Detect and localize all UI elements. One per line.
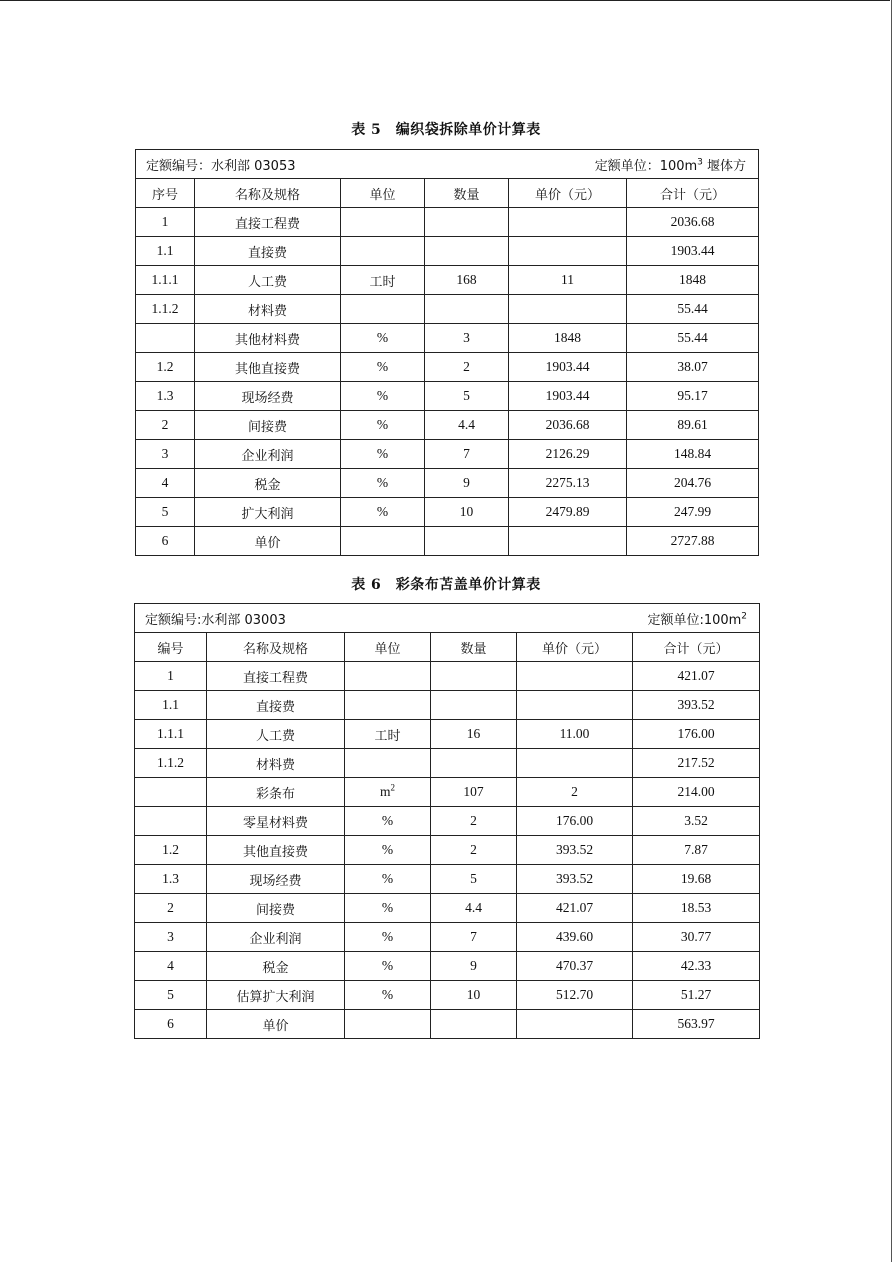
table-cell bbox=[431, 662, 517, 691]
table-cell: 6 bbox=[135, 1010, 207, 1039]
table-cell: % bbox=[341, 353, 425, 382]
table-cell: 2 bbox=[135, 894, 207, 923]
table-row bbox=[136, 527, 759, 556]
table-row bbox=[136, 266, 759, 295]
table5-caption: 表 5 编织袋拆除单价计算表 bbox=[351, 122, 541, 138]
table-cell bbox=[341, 295, 425, 324]
table-cell: 1.3 bbox=[136, 382, 195, 411]
table6-header-cell: 单位 bbox=[345, 633, 431, 662]
table5-meta-row bbox=[136, 150, 759, 179]
table-row bbox=[136, 353, 759, 382]
table-cell: 单价 bbox=[195, 527, 341, 556]
table6 bbox=[134, 603, 760, 1039]
table-cell: 19.68 bbox=[633, 865, 760, 894]
table-cell: 30.77 bbox=[633, 923, 760, 952]
table-cell: % bbox=[341, 469, 425, 498]
table-cell: 2036.68 bbox=[627, 208, 759, 237]
table-cell: 6 bbox=[136, 527, 195, 556]
table-cell bbox=[517, 662, 633, 691]
table-cell: 1.2 bbox=[136, 353, 195, 382]
table-row bbox=[136, 440, 759, 469]
table-cell bbox=[345, 662, 431, 691]
table-cell: 10 bbox=[425, 498, 509, 527]
table-cell: 38.07 bbox=[627, 353, 759, 382]
table5-quota-number: 定额编号：水利部 03053 bbox=[146, 158, 296, 174]
table-cell: 204.76 bbox=[627, 469, 759, 498]
table-row bbox=[136, 237, 759, 266]
table-row bbox=[136, 498, 759, 527]
table-cell: 直接费 bbox=[195, 237, 341, 266]
table6-header-cell: 数量 bbox=[431, 633, 517, 662]
table-cell: 1.1.2 bbox=[136, 295, 195, 324]
table-cell: 1.1.2 bbox=[135, 749, 207, 778]
table-cell: 5 bbox=[431, 865, 517, 894]
table-cell: 1848 bbox=[509, 324, 627, 353]
table6-caption: 表 6 彩条布苫盖单价计算表 bbox=[351, 577, 541, 593]
table-cell bbox=[136, 324, 195, 353]
table-cell bbox=[431, 749, 517, 778]
table-cell: 1903.44 bbox=[627, 237, 759, 266]
table-cell: 176.00 bbox=[633, 720, 760, 749]
table-cell: $m^2$ bbox=[345, 778, 431, 807]
table-cell: 人工费 bbox=[207, 720, 345, 749]
table-cell: 4 bbox=[135, 952, 207, 981]
table-cell: 439.60 bbox=[517, 923, 633, 952]
table6-header-row bbox=[135, 633, 760, 662]
table-cell bbox=[345, 1010, 431, 1039]
table-cell: 168 bbox=[425, 266, 509, 295]
table-cell: 7.87 bbox=[633, 836, 760, 865]
table-cell: 直接工程费 bbox=[207, 662, 345, 691]
table-cell: 扩大利润 bbox=[195, 498, 341, 527]
table-cell: 工时 bbox=[345, 720, 431, 749]
table-row bbox=[135, 1010, 760, 1039]
table-cell: 2727.88 bbox=[627, 527, 759, 556]
table-row bbox=[135, 778, 760, 807]
table-cell: 421.07 bbox=[633, 662, 760, 691]
table-cell: % bbox=[341, 324, 425, 353]
table-cell: 材料费 bbox=[195, 295, 341, 324]
table-cell bbox=[509, 208, 627, 237]
table-cell: 直接工程费 bbox=[195, 208, 341, 237]
table-row bbox=[135, 836, 760, 865]
page-top-border bbox=[0, 0, 890, 1]
table6-meta-row bbox=[135, 604, 760, 633]
table-cell bbox=[509, 237, 627, 266]
table-cell: 42.33 bbox=[633, 952, 760, 981]
table-cell bbox=[135, 778, 207, 807]
table-cell: 人工费 bbox=[195, 266, 341, 295]
table-cell: % bbox=[345, 836, 431, 865]
table-cell: % bbox=[345, 923, 431, 952]
table-cell: 彩条布 bbox=[207, 778, 345, 807]
table-cell: 5 bbox=[425, 382, 509, 411]
table-cell: 512.70 bbox=[517, 981, 633, 1010]
table-cell bbox=[509, 527, 627, 556]
table-row bbox=[135, 749, 760, 778]
table-cell: % bbox=[345, 865, 431, 894]
table5-header-cell: 名称及规格 bbox=[195, 179, 341, 208]
table-row bbox=[135, 923, 760, 952]
table-cell: 税金 bbox=[195, 469, 341, 498]
table-cell: 107 bbox=[431, 778, 517, 807]
table-row bbox=[135, 894, 760, 923]
table-cell: 其他材料费 bbox=[195, 324, 341, 353]
table-cell: 1.1.1 bbox=[136, 266, 195, 295]
table-cell: 其他直接费 bbox=[207, 836, 345, 865]
table-cell bbox=[345, 691, 431, 720]
table-cell: 393.52 bbox=[633, 691, 760, 720]
table5-header-cell: 单位 bbox=[341, 179, 425, 208]
table5-header-cell: 单价（元） bbox=[509, 179, 627, 208]
table-row bbox=[136, 208, 759, 237]
table-row bbox=[135, 865, 760, 894]
table-cell: 2 bbox=[431, 807, 517, 836]
table-cell: 11.00 bbox=[517, 720, 633, 749]
table-cell: 247.99 bbox=[627, 498, 759, 527]
table-cell: 7 bbox=[425, 440, 509, 469]
table-row bbox=[135, 691, 760, 720]
table-cell: 3.52 bbox=[633, 807, 760, 836]
table-cell: 单价 bbox=[207, 1010, 345, 1039]
table-cell: 2 bbox=[517, 778, 633, 807]
table-cell: 直接费 bbox=[207, 691, 345, 720]
table-cell: % bbox=[341, 382, 425, 411]
table-cell: 18.53 bbox=[633, 894, 760, 923]
table-cell: 工时 bbox=[341, 266, 425, 295]
table-cell: 估算扩大利润 bbox=[207, 981, 345, 1010]
table-cell: 现场经费 bbox=[207, 865, 345, 894]
table5-header-cell: 序号 bbox=[136, 179, 195, 208]
table-cell: 现场经费 bbox=[195, 382, 341, 411]
table-cell: 95.17 bbox=[627, 382, 759, 411]
table-cell bbox=[425, 237, 509, 266]
table-cell bbox=[425, 208, 509, 237]
table-cell: 5 bbox=[136, 498, 195, 527]
table-cell: 393.52 bbox=[517, 836, 633, 865]
table-cell bbox=[425, 527, 509, 556]
table-cell: 间接费 bbox=[207, 894, 345, 923]
table-cell: 7 bbox=[431, 923, 517, 952]
table-cell: 3 bbox=[135, 923, 207, 952]
table-cell bbox=[517, 749, 633, 778]
table-cell bbox=[431, 1010, 517, 1039]
table6-header-cell: 单价（元） bbox=[517, 633, 633, 662]
table-cell: % bbox=[345, 807, 431, 836]
table-cell: 2 bbox=[425, 353, 509, 382]
table-cell: 材料费 bbox=[207, 749, 345, 778]
table-cell: 214.00 bbox=[633, 778, 760, 807]
table-cell: 9 bbox=[431, 952, 517, 981]
table-row bbox=[136, 295, 759, 324]
table-cell: 55.44 bbox=[627, 295, 759, 324]
table-cell: 2036.68 bbox=[509, 411, 627, 440]
table-cell: 企业利润 bbox=[195, 440, 341, 469]
table-row bbox=[136, 469, 759, 498]
table-cell: 1903.44 bbox=[509, 353, 627, 382]
table-cell: 563.97 bbox=[633, 1010, 760, 1039]
table-row bbox=[136, 411, 759, 440]
table-cell: 2126.29 bbox=[509, 440, 627, 469]
table-cell bbox=[345, 749, 431, 778]
table-row bbox=[135, 662, 760, 691]
table-cell: 55.44 bbox=[627, 324, 759, 353]
table-cell bbox=[341, 208, 425, 237]
table-row bbox=[136, 324, 759, 353]
table-cell: % bbox=[345, 894, 431, 923]
table-cell: 3 bbox=[425, 324, 509, 353]
table-cell bbox=[509, 295, 627, 324]
table-cell: 零星材料费 bbox=[207, 807, 345, 836]
table-cell bbox=[135, 807, 207, 836]
table-cell: 其他直接费 bbox=[195, 353, 341, 382]
table-cell: 1.1 bbox=[135, 691, 207, 720]
table5-header-cell: 合计（元） bbox=[627, 179, 759, 208]
table-cell: 1 bbox=[136, 208, 195, 237]
table-cell: 217.52 bbox=[633, 749, 760, 778]
table-row bbox=[135, 807, 760, 836]
table-cell: 企业利润 bbox=[207, 923, 345, 952]
table-cell: 2 bbox=[136, 411, 195, 440]
table-row bbox=[135, 952, 760, 981]
table-cell: 1903.44 bbox=[509, 382, 627, 411]
table-cell: 148.84 bbox=[627, 440, 759, 469]
table-cell: % bbox=[345, 981, 431, 1010]
table-cell: % bbox=[341, 411, 425, 440]
table-row bbox=[136, 382, 759, 411]
table6-quota-number: 定额编号:水利部 03003 bbox=[145, 612, 286, 628]
table-cell: 4 bbox=[136, 469, 195, 498]
table5-quota-unit: 定额单位：$100m^3$ 堰体方 bbox=[594, 157, 747, 174]
table-cell: 1.1.1 bbox=[135, 720, 207, 749]
table5 bbox=[135, 149, 759, 556]
table-cell: 4.4 bbox=[425, 411, 509, 440]
table-cell: % bbox=[341, 440, 425, 469]
table-cell bbox=[517, 1010, 633, 1039]
table-cell: 51.27 bbox=[633, 981, 760, 1010]
table-cell: 10 bbox=[431, 981, 517, 1010]
table-cell: 470.37 bbox=[517, 952, 633, 981]
table-cell: 1 bbox=[135, 662, 207, 691]
table-row bbox=[135, 981, 760, 1010]
table-cell: 9 bbox=[425, 469, 509, 498]
table-cell: 2 bbox=[431, 836, 517, 865]
table-cell bbox=[341, 527, 425, 556]
table-cell bbox=[341, 237, 425, 266]
table-cell: % bbox=[345, 952, 431, 981]
table-cell: 税金 bbox=[207, 952, 345, 981]
table-cell bbox=[425, 295, 509, 324]
table-cell: 16 bbox=[431, 720, 517, 749]
table-cell: 5 bbox=[135, 981, 207, 1010]
table-cell: % bbox=[341, 498, 425, 527]
table-cell: 421.07 bbox=[517, 894, 633, 923]
table6-header-cell: 编号 bbox=[135, 633, 207, 662]
table-cell: 11 bbox=[509, 266, 627, 295]
table-cell: 1848 bbox=[627, 266, 759, 295]
table6-quota-unit: 定额单位$:100m^2$ bbox=[647, 611, 748, 628]
table-cell: 1.3 bbox=[135, 865, 207, 894]
table5-header-cell: 数量 bbox=[425, 179, 509, 208]
table-row bbox=[135, 720, 760, 749]
table-cell bbox=[517, 691, 633, 720]
table-cell: 89.61 bbox=[627, 411, 759, 440]
table-cell: 4.4 bbox=[431, 894, 517, 923]
table-cell: 间接费 bbox=[195, 411, 341, 440]
table-cell: 2275.13 bbox=[509, 469, 627, 498]
table-cell: 3 bbox=[136, 440, 195, 469]
table-cell bbox=[431, 691, 517, 720]
table5-header-row bbox=[136, 179, 759, 208]
table-cell: 1.1 bbox=[136, 237, 195, 266]
table-cell: 393.52 bbox=[517, 865, 633, 894]
table6-header-cell: 名称及规格 bbox=[207, 633, 345, 662]
table6-header-cell: 合计（元） bbox=[633, 633, 760, 662]
table-cell: 1.2 bbox=[135, 836, 207, 865]
table-cell: 176.00 bbox=[517, 807, 633, 836]
table-cell: 2479.89 bbox=[509, 498, 627, 527]
